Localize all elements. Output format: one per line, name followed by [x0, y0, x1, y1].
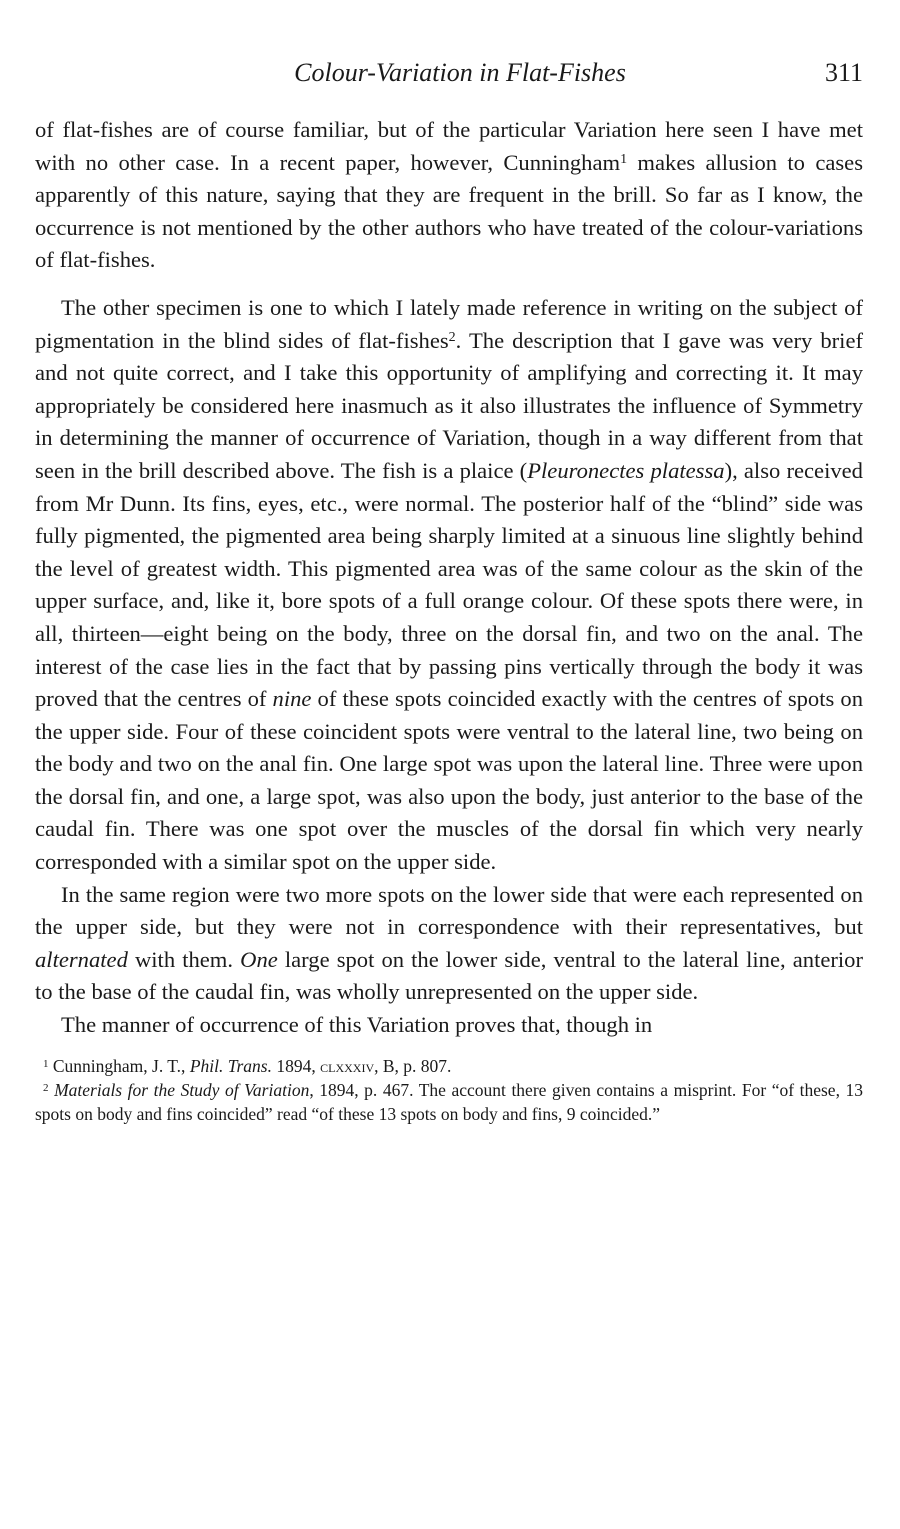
paragraph-plaice-specimen: The other specimen is one to which I lately made reference in writing on the subject of pigmentation in the blind sides of flat-fishes$^2$. The description that I gave was very brief and not quite correct, and I take this opportunity of amplifying and correcting it. It may appropriately be considered here inasmuch as it also illustrates the influence of Symmetry in determining the manner of occurrence of Variation, though in a way different from that seen in the brill described above. The fish is a plaice (Pleuronectes platessa), also received from Mr Dunn. Its fins, eyes, etc., were normal. The posterior half of the “blind” side was fully pigmented, the pigmented area being sharply limited at a sinuous line slightly behind the level of greatest width. This pigmented area was of the same colour as the skin of the upper surface, and, like it, bore spots of a full orange colour. Of these spots there were, in all, thirteen—eight being on the body, three on the dorsal fin, and two on the anal. The interest of the case lies in the fact that by passing pins vertically through the body it was proved that the centres of nine of these spots coincided exactly with the centres of spots on the upper side. Four of these coincident spots were ventral to the lateral line, two being on the body and two on the anal fin. One large spot was upon the lateral line. Three were upon the dorsal fin, and one, a large spot, was also upon the body, just anterior to the base of the caudal fin. There was one spot over the muscles of the dorsal fin which very nearly corresponded with a similar spot on the upper side.: [35, 294, 863, 875]
emphasis-alternated: alternated: [35, 946, 128, 972]
footnote-ref-1[interactable]: 1: [620, 151, 628, 167]
footnote-1: $^1$ Cunningham, J. T., Phil. Trans. 1894, clxxxiv, B, p. 807.: [43, 1055, 452, 1076]
paragraph-alternated: In the same region were two more spots on the lower side that were each represented on the upper side, but they were not in correspondence with their representatives, but alternated with them. One large spot on the lower side, ventral to the lateral line, anterior to the base of the caudal fin, was wholly unrepresented on the upper side.: [35, 881, 863, 1005]
running-title: Colour-Variation in Flat-Fishes: [294, 58, 626, 87]
document-page: [35, 58, 863, 1126]
footnotes: [35, 1054, 863, 1126]
paragraph-conclusion: The manner of occurrence of this Variation proves that, though in: [61, 1012, 653, 1038]
running-header: [35, 58, 863, 98]
species-name: Pleuronectes platessa: [527, 457, 725, 483]
emphasis-one: One: [240, 946, 278, 972]
footnote-2: $^2$ Materials for the Study of Variation, 1894, p. 467. The account there given contains a misprint. For “of these, 13 spots on body and fins coincided” read “of these 13 spots on body and fins, 9 coincided.”: [35, 1079, 864, 1124]
body-text: [35, 114, 863, 1042]
footnote-ref-2[interactable]: 2: [448, 329, 456, 345]
emphasis-nine: nine: [272, 686, 312, 712]
paragraph-continued: of flat-fishes are of course familiar, but of the particular Variation here seen I have met with no other case. In a recent paper, however, Cunningham$^1$ makes allusion to cases apparently of this nature, saying that they are frequent in the brill. So far as I know, the occurrence is not mentioned by the other authors who have treated of the colour-variations of flat-fishes.: [35, 117, 863, 273]
page-number: 311: [824, 58, 863, 87]
